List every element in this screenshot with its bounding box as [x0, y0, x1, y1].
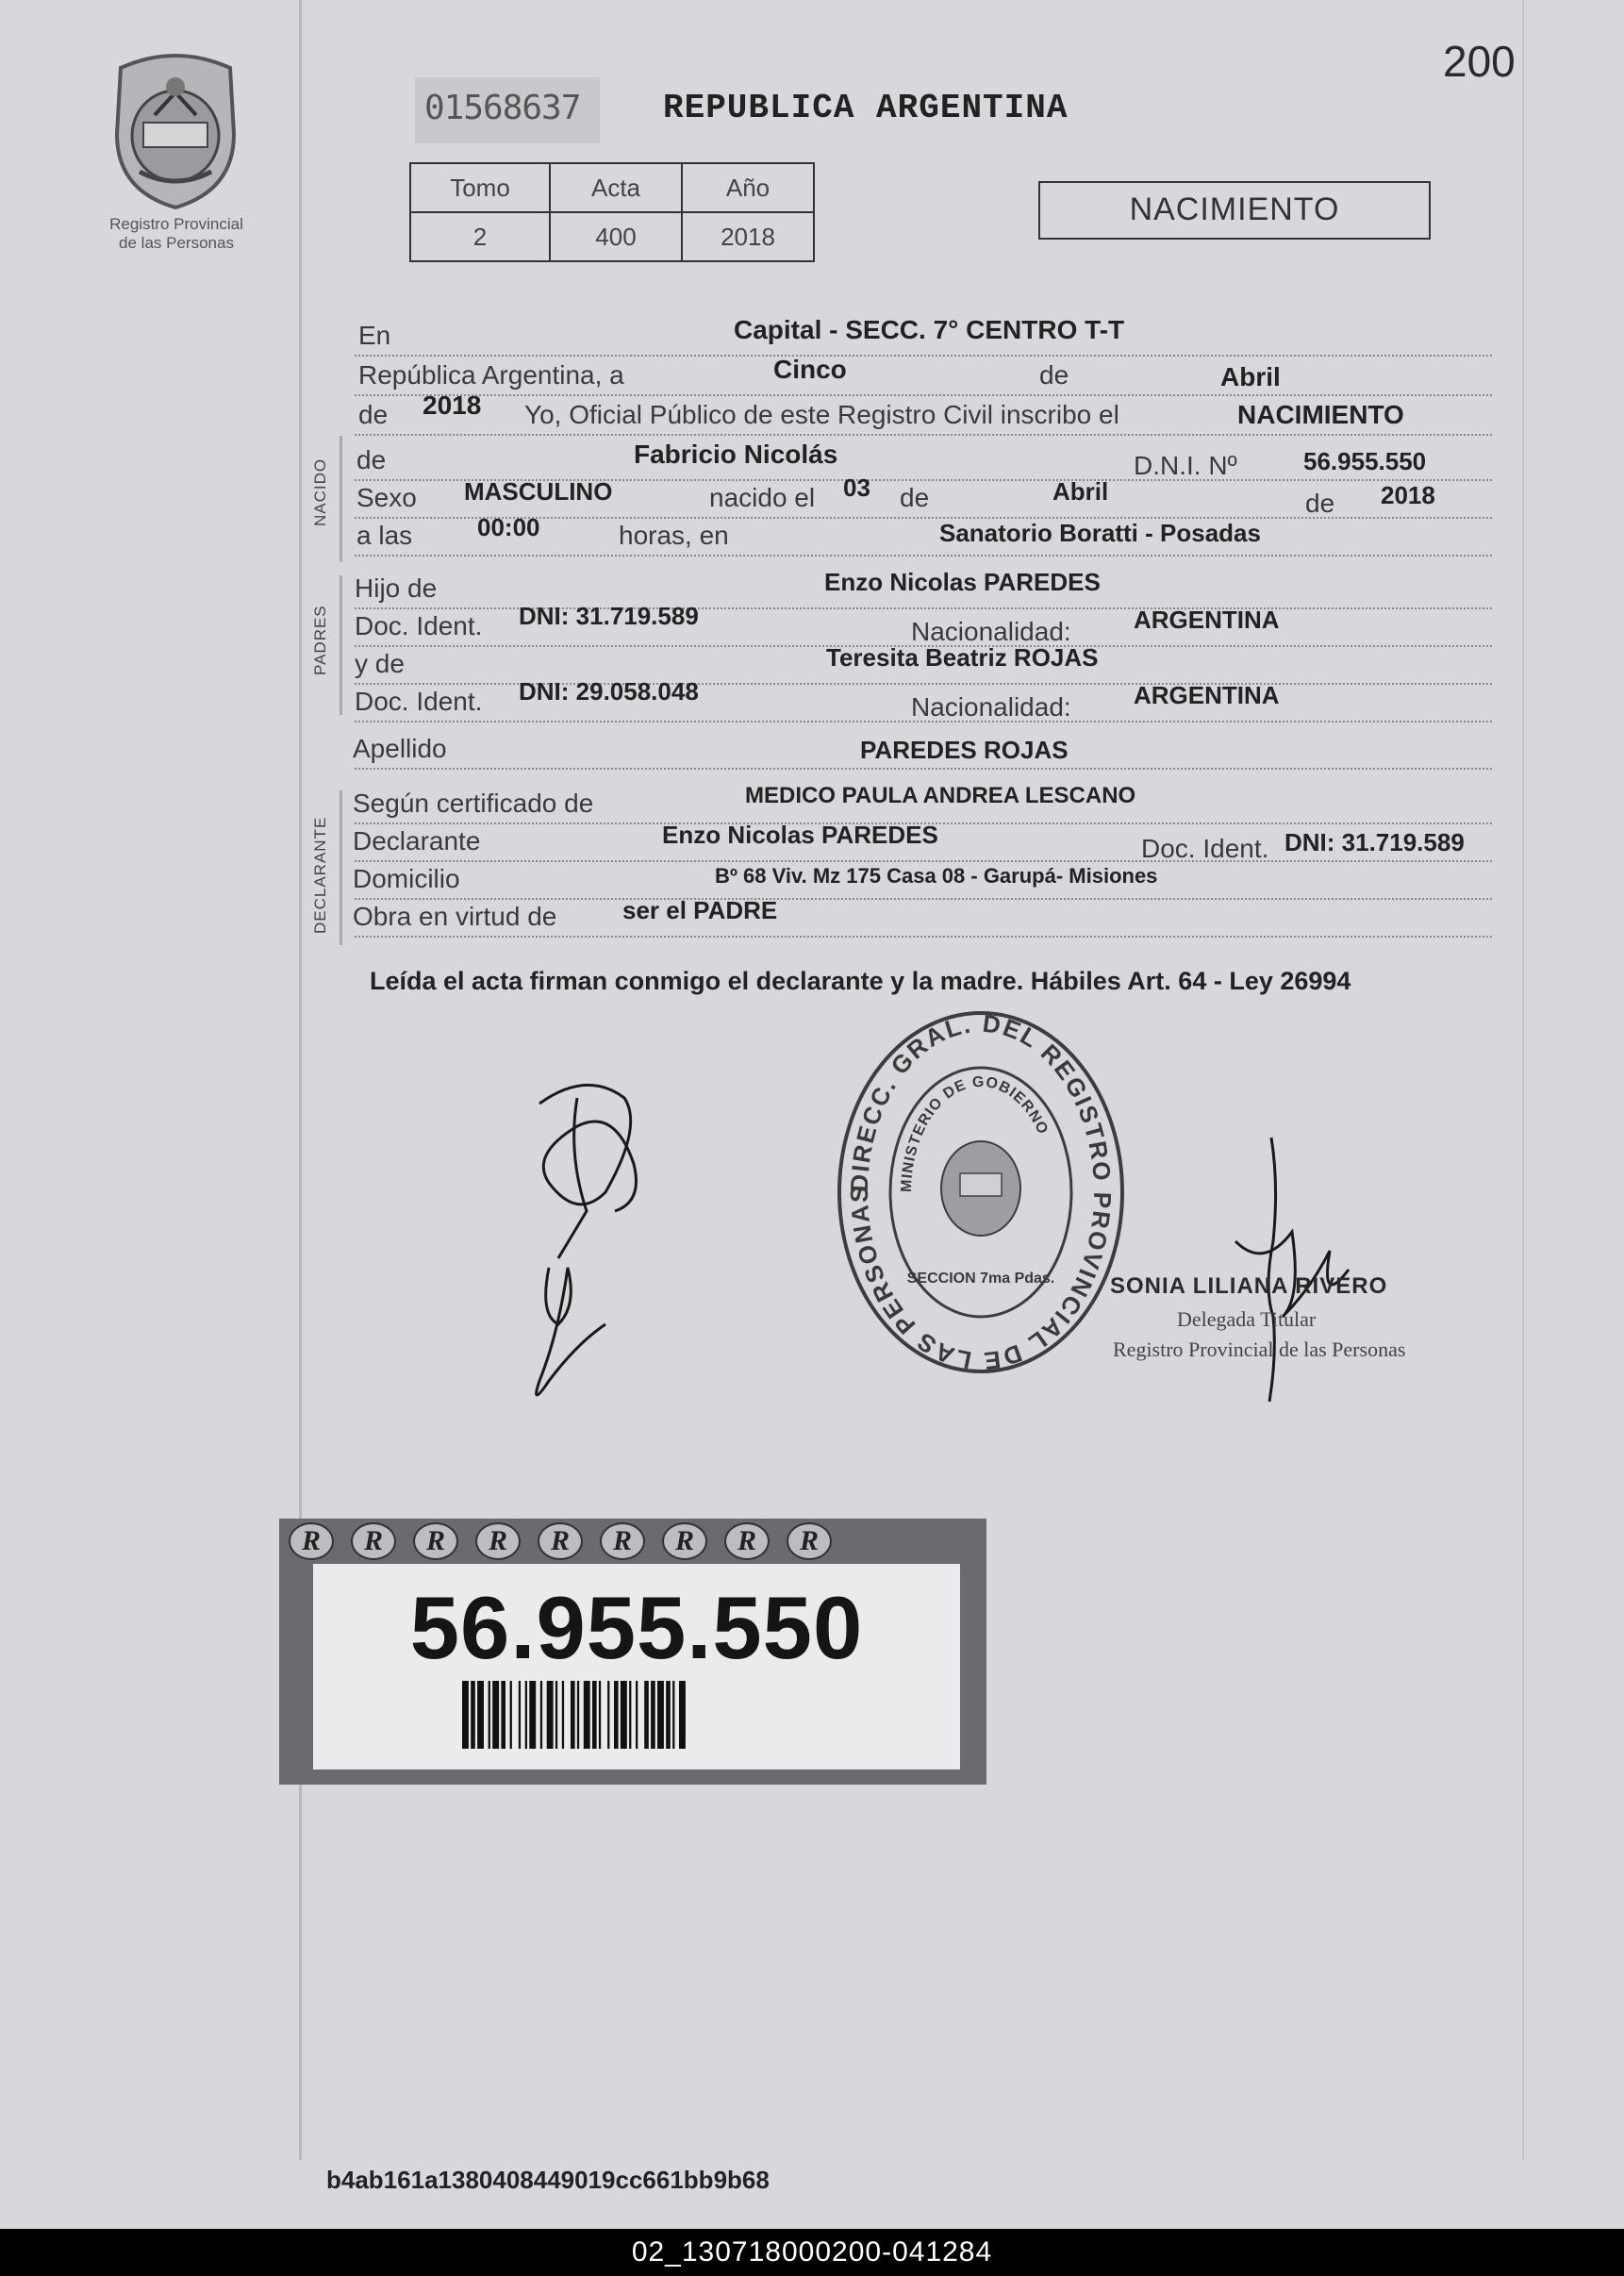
- r-badge: R: [289, 1522, 334, 1560]
- barcode-bar: [592, 1681, 597, 1749]
- row-oficial: [355, 390, 1492, 436]
- label-doc-ident-2: Doc. Ident.: [355, 687, 483, 716]
- value-day: Cinco: [773, 355, 847, 384]
- r-badge: R: [724, 1522, 770, 1560]
- stamp-inner-text: MINISTERIO DE GOBIERNO: [898, 1073, 1052, 1193]
- r-badge: R: [351, 1522, 396, 1560]
- r-badge: R: [787, 1522, 832, 1560]
- section-label-declarante: DECLARANTE: [311, 816, 329, 934]
- birth-time: 00:00: [477, 513, 540, 541]
- barcode-bar: [489, 1681, 490, 1749]
- header-tomo: Tomo: [410, 163, 550, 212]
- label-republica: República Argentina, a: [358, 360, 624, 390]
- document-hash: b4ab161a1380408449019cc661bb9b68: [326, 2166, 770, 2194]
- header-anio: Año: [682, 163, 814, 212]
- row-certificado: [353, 783, 1492, 824]
- row-en: [355, 315, 1492, 357]
- label-de-year: de: [358, 400, 389, 429]
- row-republica: [355, 355, 1492, 396]
- barcode-bar: [547, 1681, 554, 1749]
- value-en-location: Capital - SECC. 7° CENTRO T-T: [734, 315, 1125, 344]
- barcode-bar: [621, 1681, 627, 1749]
- barcode-bar: [510, 1681, 512, 1749]
- mother-name: Teresita Beatriz ROJAS: [826, 643, 1099, 672]
- barcode-bar: [501, 1681, 505, 1749]
- left-margin-line: [299, 0, 302, 2160]
- barcode-bar: [584, 1681, 590, 1749]
- label-sexo: Sexo: [356, 483, 417, 512]
- r-badge: R: [600, 1522, 645, 1560]
- declarante-bracket: [340, 790, 342, 945]
- barcode-bar: [651, 1681, 655, 1749]
- row-declarante: [353, 821, 1492, 863]
- label-y-de: y de: [355, 649, 405, 678]
- sticker-dni-number: 56.955.550: [409, 1578, 864, 1677]
- label-apellido: Apellido: [353, 734, 447, 763]
- barcode-bar: [666, 1681, 671, 1749]
- label-nacionalidad-2: Nacionalidad:: [911, 692, 1071, 722]
- surname-value: PAREDES ROJAS: [860, 736, 1069, 764]
- official-signature: [1226, 1128, 1358, 1411]
- father-nationality: ARGENTINA: [1134, 606, 1280, 634]
- record-type-box: NACIMIENTO: [1038, 181, 1431, 240]
- logo-caption-line-1: Registro Provincial: [109, 215, 243, 233]
- r-badge: R: [538, 1522, 583, 1560]
- declarant-signature: [521, 1070, 662, 1428]
- birth-year: 2018: [1381, 481, 1435, 509]
- barcode-bar: [607, 1681, 609, 1749]
- registry-table-header-row: [410, 163, 814, 212]
- barcode-bar: [571, 1681, 575, 1749]
- label-dni: D.N.I. Nº: [1134, 451, 1237, 480]
- label-segun-certificado: Según certificado de: [353, 789, 594, 818]
- header-acta: Acta: [550, 163, 682, 212]
- label-en: En: [358, 321, 391, 350]
- official-organization: Registro Provincial de las Personas: [1113, 1337, 1406, 1361]
- birth-day: 03: [843, 473, 870, 502]
- label-nacionalidad: Nacionalidad:: [911, 617, 1071, 646]
- dni-sticker: [279, 1519, 986, 1785]
- child-dni: 56.955.550: [1303, 447, 1427, 475]
- barcode-bar: [492, 1681, 499, 1749]
- barcode-bar: [679, 1681, 686, 1749]
- father-name: Enzo Nicolas PAREDES: [824, 568, 1101, 596]
- label-oficial: Yo, Oficial Público de este Registro Civil inscribo el: [524, 400, 1119, 429]
- declarant-address: Bº 68 Viv. Mz 175 Casa 08 - Garupá- Misiones: [715, 864, 1158, 888]
- page-number: 200: [1443, 37, 1516, 86]
- child-name: Fabricio Nicolás: [634, 440, 838, 469]
- country-heading: REPUBLICA ARGENTINA: [663, 89, 1069, 127]
- sticker-badge-row: [289, 1522, 832, 1560]
- label-de-name: de: [356, 445, 387, 474]
- registry-crest-logo: [102, 49, 249, 209]
- registry-logo-caption: [77, 215, 275, 253]
- official-name: SONIA LILIANA RIVERO: [1110, 1273, 1388, 1299]
- mother-nationality: ARGENTINA: [1134, 681, 1280, 709]
- r-badge: R: [413, 1522, 458, 1560]
- label-domicilio: Domicilio: [353, 864, 460, 893]
- label-doc-ident-declarante: Doc. Ident.: [1141, 834, 1269, 863]
- value-acta: 400: [550, 212, 682, 261]
- r-badge: R: [475, 1522, 521, 1560]
- nacido-bracket: [340, 436, 342, 562]
- section-label-padres: PADRES: [311, 605, 329, 675]
- certificate-issuer: MEDICO PAULA ANDREA LESCANO: [745, 783, 1136, 808]
- barcode-bar: [519, 1681, 521, 1749]
- stamp-outer-text: DIRECC. GRAL. DEL REGISTRO PROVINCIAL DE LAS PERSONAS: [844, 1008, 1118, 1376]
- value-inscribe: NACIMIENTO: [1237, 400, 1404, 429]
- label-declarante: Declarante: [353, 826, 481, 856]
- barcode: [462, 1681, 858, 1749]
- barcode-bar: [644, 1681, 649, 1749]
- row-madre-doc: [355, 677, 1492, 723]
- label-de: de: [1039, 360, 1069, 390]
- child-sex: MASCULINO: [464, 477, 613, 506]
- footer-file-id: 02_130718000200-041284: [0, 2229, 1624, 2276]
- barcode-bar: [636, 1681, 638, 1749]
- barcode-bar: [672, 1681, 674, 1749]
- padres-bracket: [340, 575, 342, 715]
- father-doc: DNI: 31.719.589: [519, 602, 699, 630]
- birth-month: Abril: [1052, 477, 1109, 506]
- sticker-inner-panel: [313, 1564, 960, 1769]
- r-badge: R: [662, 1522, 707, 1560]
- label-a-las: a las: [356, 521, 413, 550]
- label-obra-en-virtud: Obra en virtud de: [353, 902, 557, 931]
- barcode-bar: [555, 1681, 557, 1749]
- value-tomo: 2: [410, 212, 550, 261]
- label-doc-ident: Doc. Ident.: [355, 611, 483, 640]
- registry-table-value-row: [410, 212, 814, 261]
- barcode-bar: [477, 1681, 484, 1749]
- label-horas-en: horas, en: [619, 521, 729, 550]
- birth-place: Sanatorio Boratti - Posadas: [939, 519, 1261, 547]
- label-hijo-de: Hijo de: [355, 573, 438, 603]
- row-obra: [353, 896, 1492, 938]
- row-padre-doc: [355, 602, 1492, 647]
- barcode-bar: [614, 1681, 619, 1749]
- barcode-bar: [562, 1681, 564, 1749]
- barcode-bar: [629, 1681, 631, 1749]
- registry-reference-table: [409, 162, 815, 262]
- label-de-month: de: [900, 483, 930, 512]
- mother-doc: DNI: 29.058.048: [519, 677, 699, 706]
- right-margin-line: [1522, 0, 1524, 2160]
- value-year: 2018: [423, 390, 482, 420]
- declarant-capacity: ser el PADRE: [622, 896, 778, 924]
- closing-statement: Leída el acta firman conmigo el declarante y la madre. Hábiles Art. 64 - Ley 26994: [370, 967, 1351, 995]
- barcode-bar: [471, 1681, 475, 1749]
- row-hora: [355, 513, 1492, 557]
- barcode-bar: [540, 1681, 542, 1749]
- logo-caption-line-2: de las Personas: [119, 234, 234, 252]
- label-de-birth-year: de: [1305, 489, 1335, 518]
- stamp-bottom-text: SECCION 7ma Pdas.: [906, 1271, 1055, 1287]
- section-label-nacido: NACIDO: [311, 457, 329, 526]
- label-nacido-el: nacido el: [709, 483, 816, 512]
- serial-number: 01568637: [415, 77, 600, 143]
- barcode-bar: [577, 1681, 579, 1749]
- row-nacido-name: [355, 440, 1492, 481]
- barcode-bar: [529, 1681, 536, 1749]
- row-domicilio: [355, 862, 1492, 900]
- value-month: Abril: [1220, 362, 1281, 391]
- barcode-bar: [462, 1681, 469, 1749]
- registry-official-stamp: [830, 1004, 1132, 1381]
- official-role: Delegada Titular: [1177, 1307, 1317, 1331]
- barcode-bar: [657, 1681, 664, 1749]
- barcode-bar: [525, 1681, 527, 1749]
- row-apellido: [355, 732, 1492, 770]
- value-anio: 2018: [682, 212, 814, 261]
- barcode-bar: [599, 1681, 601, 1749]
- declarant-doc: DNI: 31.719.589: [1284, 828, 1465, 856]
- declarant-name: Enzo Nicolas PAREDES: [662, 821, 938, 849]
